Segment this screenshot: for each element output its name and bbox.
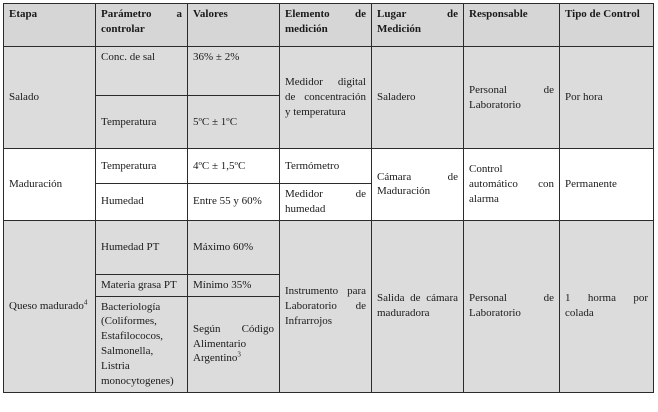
table-row-salado-1 [4, 47, 654, 96]
tipo-queso: 1 horma por colada [560, 220, 654, 392]
header-elemento: Elemento de medición [280, 4, 372, 47]
control-table [3, 3, 654, 393]
header-parametro: Parámetro a controlar [96, 4, 188, 47]
responsable-queso: Personal de Laboratorio [464, 220, 560, 392]
param-temp-maduracion: Temperatura [96, 149, 188, 184]
lugar-salado: Saladero [372, 47, 464, 149]
responsable-maduracion: Control automático con alarma [464, 149, 560, 221]
valor-humedad-maduracion: Entre 55 y 60% [188, 184, 280, 221]
lugar-queso: Salida de cámara maduradora [372, 220, 464, 392]
valor-humedad-pt: Máximo 60% [188, 220, 280, 274]
elemento-salado: Medidor digital de concentración y temperatura [280, 47, 372, 149]
valor-conc-sal: 36% ± 2% [188, 47, 280, 96]
table-row-maduracion-1 [4, 149, 654, 184]
responsable-salado: Personal de Laboratorio [464, 47, 560, 149]
footnote-4: 4 [83, 298, 88, 307]
valor-bacteriologia: Según Código Alimentario Argentino$^3$ [188, 296, 280, 392]
header-valores: Valores [188, 4, 280, 47]
param-bacteriologia: Bacteriología (Coliformes, Estafilococos, Salmonella, Listria monocytogenes) [96, 296, 188, 392]
lugar-maduracion: Cámara de Maduración [372, 149, 464, 221]
header-tipo: Tipo de Control [560, 4, 654, 47]
elemento-queso: Instrumento para Laboratorio de Infrarrojos [280, 220, 372, 392]
param-humedad-maduracion: Humedad [96, 184, 188, 221]
header-responsable: Responsable [464, 4, 560, 47]
footnote-3: 3 [237, 350, 241, 359]
tipo-salado: Por hora [560, 47, 654, 149]
control-table-container [3, 3, 654, 393]
header-row [4, 4, 654, 47]
param-temp-salado: Temperatura [96, 96, 188, 149]
tipo-maduracion: Permanente [560, 149, 654, 221]
etapa-salado: Salado [4, 47, 96, 149]
header-etapa: Etapa [4, 4, 96, 47]
header-lugar: Lugar de Medición [372, 4, 464, 47]
param-materia-grasa: Materia grasa PT [96, 274, 188, 296]
valor-temp-salado: 5ºC ± 1ºC [188, 96, 280, 149]
elemento-termometro: Termómetro [280, 149, 372, 184]
param-humedad-pt: Humedad PT [96, 220, 188, 274]
etapa-maduracion: Maduración [4, 149, 96, 221]
param-conc-sal: Conc. de sal [96, 47, 188, 96]
table-row-queso-1 [4, 220, 654, 274]
valor-materia-grasa: Mínimo 35% [188, 274, 280, 296]
etapa-queso: Queso madurado$^4$ [4, 220, 96, 392]
elemento-medidor-humedad: Medidor de humedad [280, 184, 372, 221]
valor-temp-maduracion: 4ºC ± 1,5ºC [188, 149, 280, 184]
